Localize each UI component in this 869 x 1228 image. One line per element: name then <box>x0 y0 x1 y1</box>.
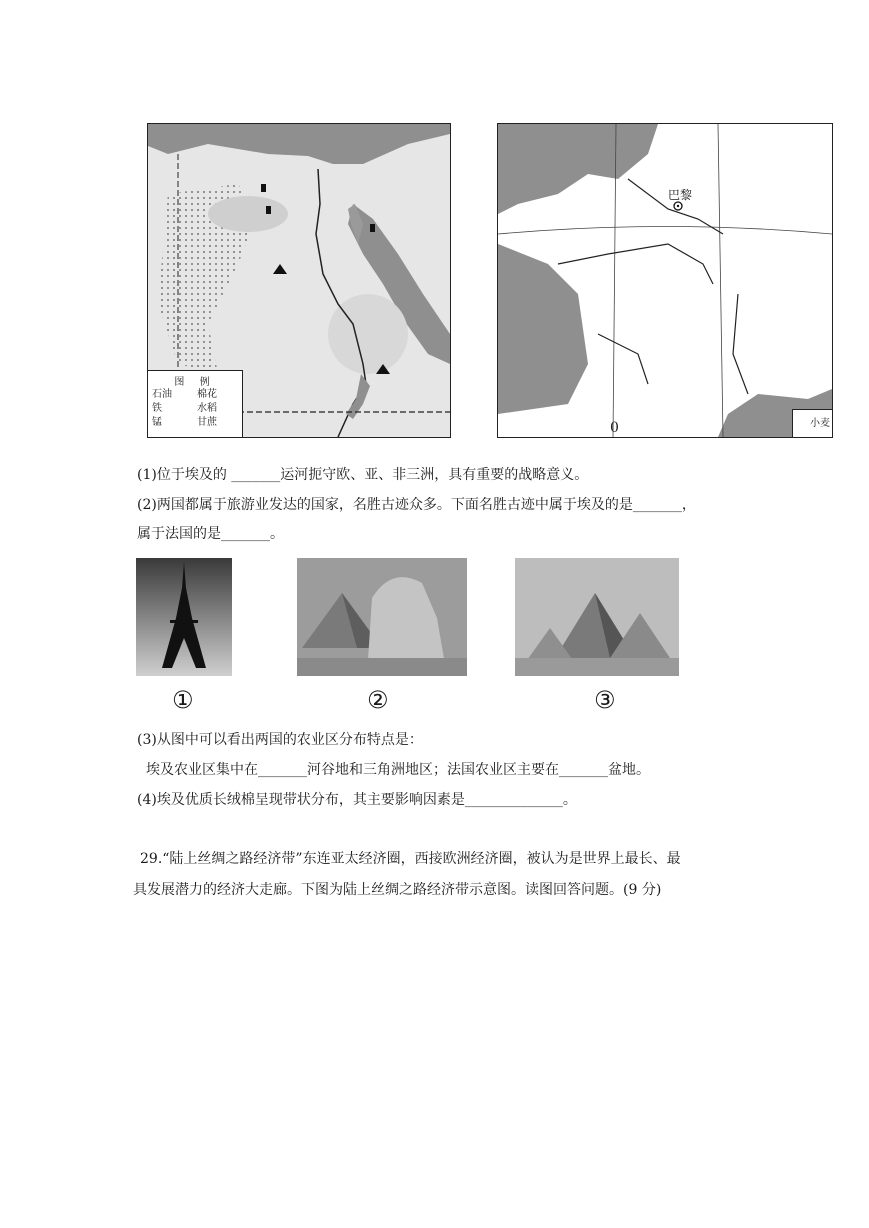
question-4: (4)埃及优质长绒棉呈现带状分布，其主要影响因素是______________。 <box>137 792 577 808</box>
legend-item-rice: 水稻 <box>197 403 217 414</box>
question-3-line-2: 埃及农业区集中在_______河谷地和三角洲地区；法国农业区主要在_______盆地。 <box>146 762 650 778</box>
question-2-line-1: (2)两国都属于旅游业发达的国家，名胜古迹众多。下面名胜古迹中属于埃及的是_______， <box>137 497 696 513</box>
photo-label-1: ① <box>172 686 194 714</box>
question-29-line-2: 具发展潜力的经济大走廊。下图为陆上丝绸之路经济带示意图。读图回答问题。(9 分) <box>133 882 662 898</box>
egypt-map <box>147 123 451 438</box>
legend-title: 图 例 <box>174 377 216 388</box>
question-29-line-1: 29.“陆上丝绸之路经济带”东连亚太经济圈，西接欧洲经济圈，被认为是世界上最长、最 <box>140 851 681 867</box>
wheat-legend: 小麦 <box>792 409 832 437</box>
france-map <box>497 123 833 438</box>
question-1: (1)位于埃及的 _______运河扼守欧、亚、非三洲，具有重要的战略意义。 <box>137 467 589 483</box>
photo-label-2: ② <box>367 686 389 714</box>
egypt-map-legend <box>148 370 243 437</box>
legend-item-cotton: 棉花 <box>197 389 217 400</box>
eiffel-tower-photo <box>136 558 232 676</box>
sphinx-pyramid-photo <box>297 558 467 676</box>
photo-label-3: ③ <box>594 686 616 714</box>
paris-label: 巴黎 <box>668 188 693 202</box>
question-3-line-1: (3)从图中可以看出两国的农业区分布特点是： <box>137 732 423 748</box>
meridian-label: 0 <box>610 420 619 436</box>
legend-item-iron: 铁 <box>152 403 162 414</box>
france-map-graphic <box>498 124 832 437</box>
question-2-line-2: 属于法国的是_______。 <box>137 526 284 542</box>
legend-item-oil: 石油 <box>152 389 172 400</box>
legend-item-manganese: 锰 <box>152 417 162 428</box>
legend-item-sugarcane: 甘蔗 <box>197 417 217 428</box>
pyramids-photo <box>515 558 679 676</box>
